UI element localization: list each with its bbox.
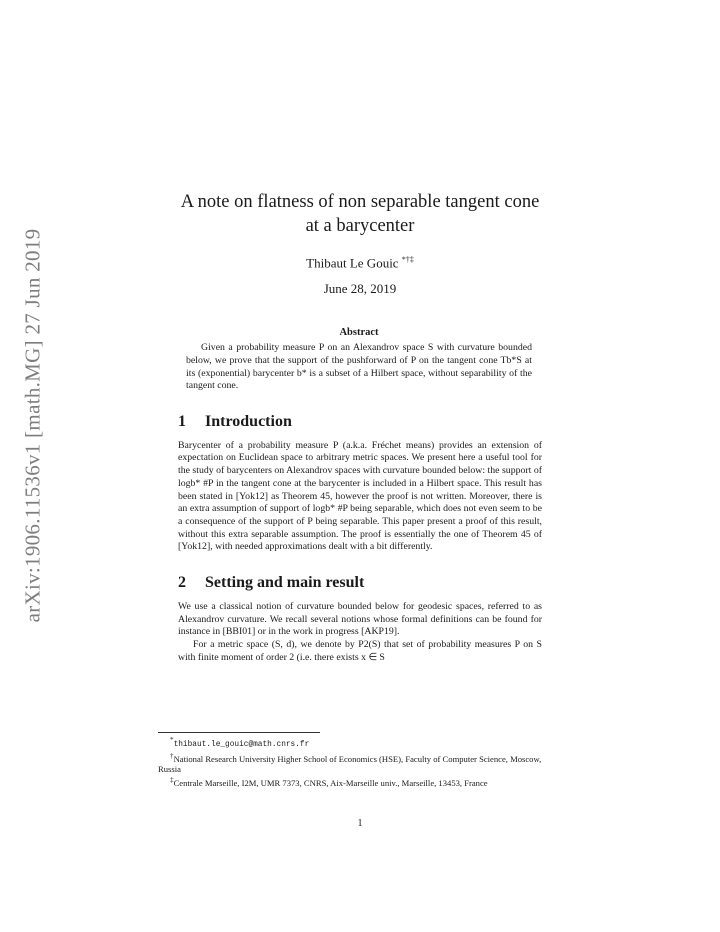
section-title: Setting and main result: [205, 574, 365, 592]
introduction-paragraph: Barycenter of a probability measure P (a.k.a. Fréchet means) provides an extension of expectation on Euclidean space to arbitrary metric spaces. We present here a useful tool for the study of barycenters on Alexandrov spaces with curvature bounded below: the support of logb* #P in the tangent cone at the barycenter is included in a Hilbert space. This result has been stated in [Yok12] as Theorem 45, however the proof is not written. Moreover, there is an extra assumption of support of logb* #P being separable, which does not even seem to be a consequence of the support of P being separable. This paper present a proof of this result, without this extra separable assumption. The proof is essentially the one of Theorem 45 of [Yok12], with needed approximations dealt with a bit differently.: [178, 439, 542, 553]
author-line: [178, 255, 542, 271]
section-heading-setting: [178, 574, 542, 592]
section-title: Introduction: [205, 412, 292, 430]
footnote-mark: ‡: [170, 776, 174, 785]
affiliation-text: Centrale Marseille, I2M, UMR 7373, CNRS, Aix-Marseille univ., Marseille, 13453, France: [173, 777, 488, 788]
author-footnote-marks: *†‡: [401, 255, 414, 264]
setting-paragraph-2: For a metric space (S, d), we denote by P2(S) that set of probability measures P on S with finite moment of order 2 (i.e. there exists x ∈ S: [178, 639, 542, 663]
page-number: 1: [357, 818, 363, 829]
title-line-2: at a barycenter: [305, 216, 415, 236]
author-name: Thibaut Le Gouic: [306, 255, 399, 271]
abstract-block: [186, 327, 532, 392]
author-email[interactable]: thibaut.le_gouic@math.cnrs.fr: [173, 740, 310, 749]
footnote-mark: *: [170, 736, 174, 744]
section-number: 2: [178, 574, 186, 592]
footnote-email: [158, 735, 562, 751]
footnote-affiliation-2: [158, 775, 562, 789]
footnote-mark: †: [170, 751, 174, 760]
section-heading-introduction: [178, 413, 542, 431]
abstract-text: Given a probability measure P on an Alexandrov space S with curvature bounded below, we prove that the support of the pushforward of P on the tangent cone Tb*S at its (exponential) barycenter b* is a subset of a Hilbert space, without separability of the tangent cone.: [186, 342, 532, 392]
footnote-rule: [158, 732, 320, 733]
paper-date: June 28, 2019: [323, 281, 397, 297]
arxiv-identifier-stamp: [3, 205, 63, 645]
footnotes: [158, 735, 562, 789]
setting-paragraph-1: We use a classical notion of curvature bounded below for geodesic spaces, referred to as Alexandrov curvature. We recall several notions whose formal definitions can be found for instance in [BBI01] or in the work in progress [AKP19].: [178, 601, 542, 638]
footnote-affiliation-1: [158, 751, 562, 775]
paper-title: [154, 190, 566, 238]
abstract-heading: Abstract: [339, 327, 379, 339]
arxiv-identifier-text: arXiv:1906.11536v1 [math.MG] 27 Jun 2019: [20, 228, 45, 622]
affiliation-text: National Research University Higher School of Economics (HSE), Faculty of Computer Science, Moscow, Russia: [158, 753, 542, 775]
paper-first-page: [178, 190, 542, 665]
title-line-1: A note on flatness of non separable tangent cone: [180, 192, 540, 212]
section-number: 1: [178, 412, 186, 430]
